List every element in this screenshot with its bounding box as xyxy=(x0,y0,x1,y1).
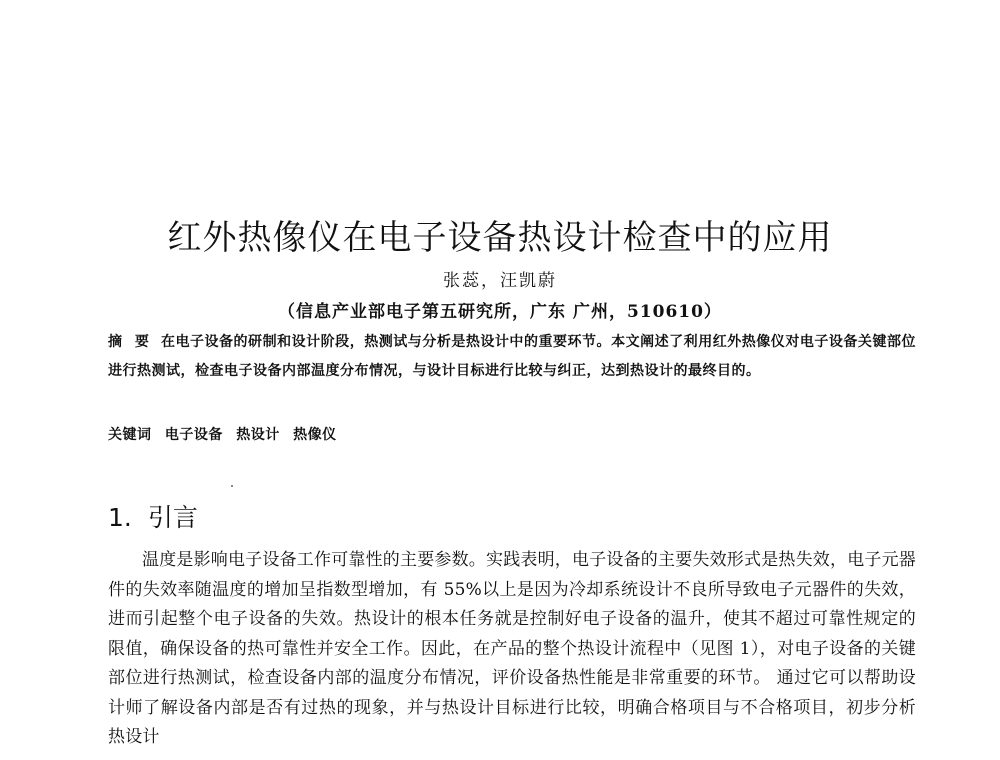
scan-speck xyxy=(231,485,233,487)
keywords-label: 关键词 xyxy=(108,427,152,443)
section-heading xyxy=(108,498,198,534)
paper-title: 红外热像仪在电子设备热设计检查中的应用 xyxy=(167,218,833,258)
keywords xyxy=(108,424,916,444)
abstract xyxy=(108,328,916,386)
section-title: 引言 xyxy=(147,503,198,532)
section-number: 1. xyxy=(108,503,132,532)
abstract-label: 摘 要 xyxy=(108,334,153,350)
keyword-item: 热设计 xyxy=(236,427,280,443)
paper-affiliation: （信息产业部电子第五研究所，广东 广州，510610） xyxy=(278,302,722,322)
section-paragraph: 温度是影响电子设备工作可靠性的主要参数。实践表明，电子设备的主要失效形式是热失效，电子元器件的失效率随温度的增加呈指数型增加，有 55%以上是因为冷却系统设计不良所导致电子元器件的失效，进而引起整个电子设备的失效。热设计的根本任务就是控制好电子设备的温升，使其不超过可靠性规定的限值，确保设备的热可靠性并安全工作。因此，在产品的整个热设计流程中（见图 1），对电子设备的关键部位进行热测试，检查设备内部的温度分布情况，评价设备热性能是非常重要的环节。 通过它可以帮助设计师了解设备内部是否有过热的现象，并与热设计目标进行比较，明确合格项目与不合格项目，初步分析热设计 xyxy=(108,550,916,747)
keyword-item: 电子设备 xyxy=(164,427,223,443)
abstract-text: 在电子设备的研制和设计阶段，热测试与分析是热设计中的重要环节。本文阐述了利用红外热像仪对电子设备关键部位进行热测试，检查电子设备内部温度分布情况，与设计目标进行比较与纠正，达到热设计的最终目的。 xyxy=(108,334,916,379)
paper-authors: 张蕊，汪凯蔚 xyxy=(443,271,557,291)
keyword-item: 热像仪 xyxy=(293,427,337,443)
